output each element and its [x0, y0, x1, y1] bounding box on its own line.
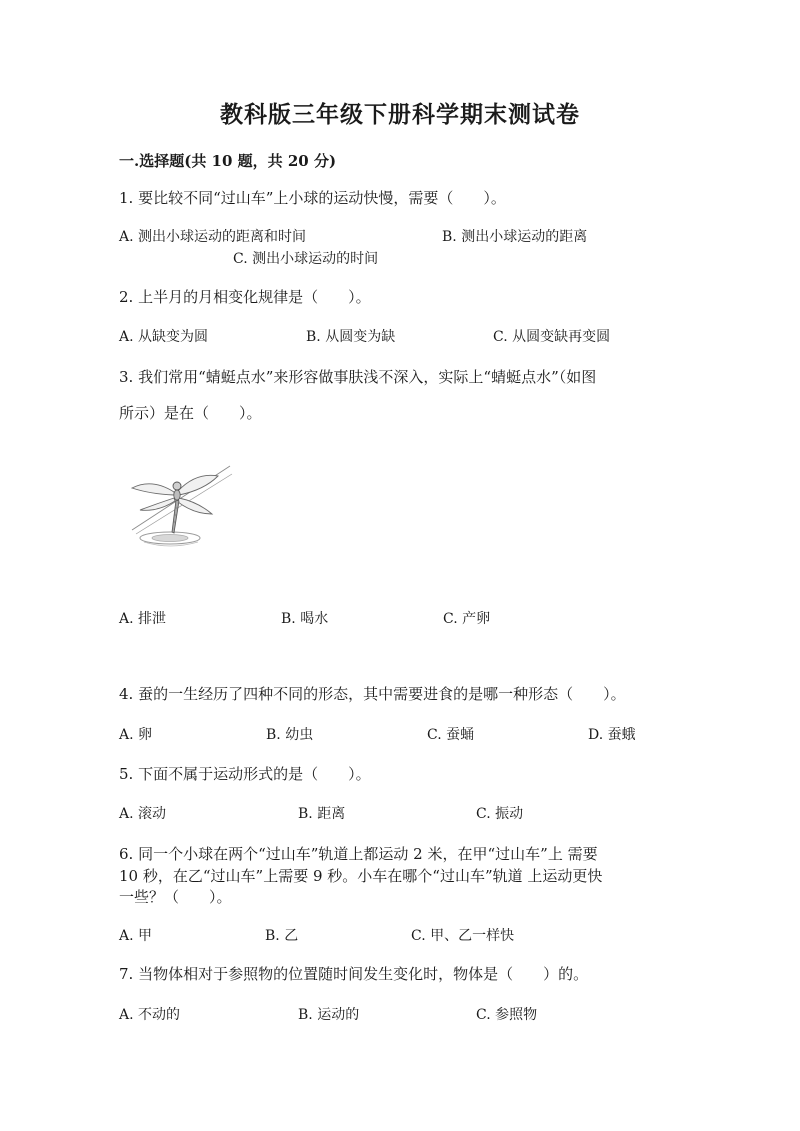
question-5-option-a: A. 滚动: [119, 806, 167, 822]
question-3-stem-line-2: 所示）是在（ ）。: [119, 404, 262, 422]
question-4-option-b: B. 幼虫: [266, 727, 314, 743]
question-1-option-c: C. 测出小球运动的时间: [233, 251, 379, 267]
question-5-option-c: C. 振动: [476, 806, 524, 822]
question-6-stem-line-2: 10 秒，在乙“过山车”上需要 9 秒。小车在哪个“过山车”轨道 上运动更快: [119, 867, 603, 885]
question-2-stem: 2. 上半月的月相变化规律是（ ）。: [119, 288, 371, 306]
question-5-option-b: B. 距离: [298, 806, 346, 822]
question-6-option-a: A. 甲: [119, 928, 153, 944]
question-5-stem: 5. 下面不属于运动形式的是（ ）。: [119, 765, 371, 783]
question-3-stem-line-1: 3. 我们常用“蜻蜓点水”来形容做事肤浅不深入，实际上“蜻蜓点水”（如图: [119, 368, 597, 386]
question-2-option-c: C. 从圆变缺再变圆: [493, 329, 611, 345]
question-1-option-a: A. 测出小球运动的距离和时间: [119, 229, 307, 245]
question-6-option-c: C. 甲、乙一样快: [411, 928, 515, 944]
question-7-stem: 7. 当物体相对于参照物的位置随时间发生变化时，物体是（ ）的。: [119, 965, 589, 983]
question-2-option-a: A. 从缺变为圆: [119, 329, 209, 345]
question-1-stem: 1. 要比较不同“过山车”上小球的运动快慢，需要（ ）。: [119, 189, 506, 207]
question-4-option-c: C. 蚕蛹: [427, 727, 475, 743]
question-4-option-a: A. 卵: [119, 727, 153, 743]
question-7-option-c: C. 参照物: [476, 1007, 538, 1023]
question-4-stem: 4. 蚕的一生经历了四种不同的形态，其中需要进食的是哪一种形态（ ）。: [119, 685, 626, 703]
question-1-option-b: B. 测出小球运动的距离: [442, 229, 588, 245]
question-6-option-b: B. 乙: [265, 928, 299, 944]
question-3-option-c: C. 产卵: [443, 611, 491, 627]
question-6-stem-line-1: 6. 同一个小球在两个“过山车”轨道上都运动 2 米，在甲“过山车”上 需要: [119, 845, 598, 863]
question-2-option-b: B. 从圆变为缺: [306, 329, 396, 345]
question-6-stem-line-3: 一些？（ ）。: [119, 888, 232, 906]
question-4-option-d: D. 蚕蛾: [588, 727, 636, 743]
page-title: 教科版三年级下册科学期末测试卷: [220, 101, 580, 128]
question-7-option-b: B. 运动的: [298, 1007, 360, 1023]
dragonfly-illustration: [122, 458, 240, 558]
question-3-option-b: B. 喝水: [281, 611, 329, 627]
section-heading: 一.选择题(共 10 题，共 20 分): [119, 152, 337, 170]
question-3-option-a: A. 排泄: [119, 611, 167, 627]
question-7-option-a: A. 不动的: [119, 1007, 181, 1023]
